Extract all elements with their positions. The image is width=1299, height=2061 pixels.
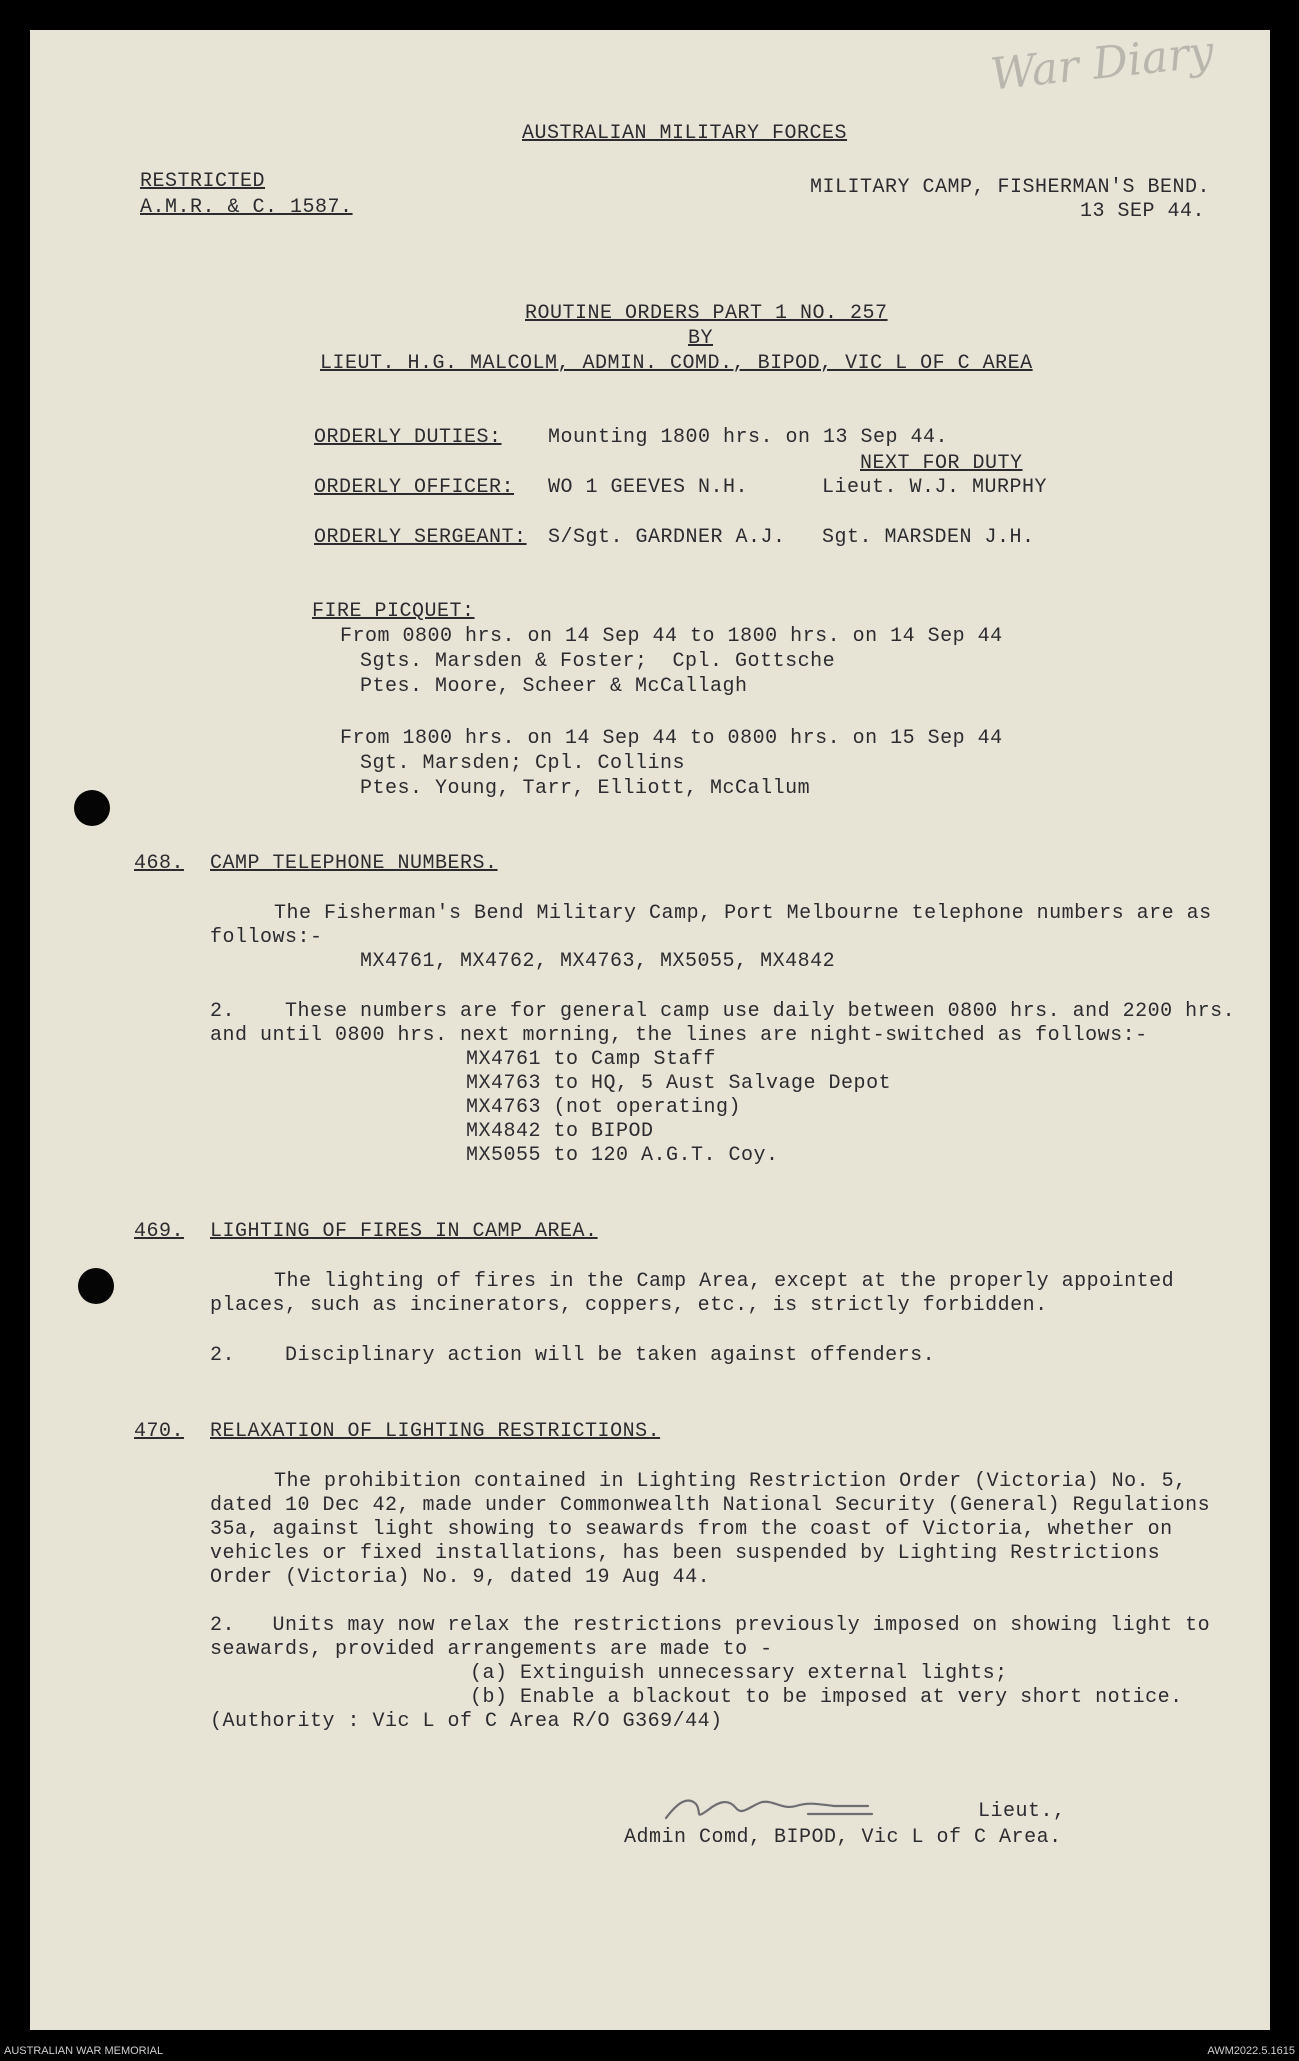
section-line: follows:-	[210, 926, 323, 949]
handwritten-signature	[658, 1782, 888, 1832]
fire-picquet-line: From 0800 hrs. on 14 Sep 44 to 1800 hrs. on 14 Sep 44	[340, 625, 1003, 648]
punch-hole	[74, 790, 110, 826]
section-line: dated 10 Dec 42, made under Commonwealth National Security (General) Regulations	[210, 1494, 1211, 1517]
document-header: AUSTRALIAN MILITARY FORCES	[522, 122, 848, 145]
signatory-appointment: Admin Comd, BIPOD, Vic L of C Area.	[624, 1826, 1062, 1849]
orderly-sergeant-label: ORDERLY SERGEANT:	[314, 526, 527, 549]
section-line: Order (Victoria) No. 9, dated 19 Aug 44.	[210, 1566, 711, 1589]
section-heading: RELAXATION OF LIGHTING RESTRICTIONS.	[210, 1420, 661, 1443]
switch-line: MX5055 to 120 A.G.T. Coy.	[466, 1144, 779, 1167]
switch-line: MX4763 (not operating)	[466, 1096, 742, 1119]
footer-institution: AUSTRALIAN WAR MEMORIAL	[4, 2045, 164, 2057]
section-line: 2. Units may now relax the restrictions previously imposed on showing light to	[210, 1614, 1211, 1637]
section-line: (a) Extinguish unnecessary external lights;	[470, 1662, 1008, 1685]
section-line: places, such as incinerators, coppers, etc., is strictly forbidden.	[210, 1294, 1048, 1317]
date: 13 SEP 44.	[1080, 200, 1206, 223]
classification: RESTRICTED	[140, 170, 266, 193]
section-heading: LIGHTING OF FIRES IN CAMP AREA.	[210, 1220, 598, 1243]
section-line: (b) Enable a blackout to be imposed at very short notice.	[470, 1686, 1183, 1709]
fire-picquet-line: Sgts. Marsden & Foster; Cpl. Gottsche	[360, 650, 836, 673]
fire-picquet-line: Sgt. Marsden; Cpl. Collins	[360, 752, 686, 775]
order-by: BY	[688, 327, 714, 350]
orderly-sergeant-current: S/Sgt. GARDNER A.J.	[548, 526, 786, 549]
section-line: 2. These numbers are for general camp use daily between 0800 hrs. and 2200 hrs.	[210, 1000, 1236, 1023]
mounting-time: Mounting 1800 hrs. on 13 Sep 44.	[548, 426, 949, 449]
switch-line: MX4761 to Camp Staff	[466, 1048, 717, 1071]
section-line: The prohibition contained in Lighting Restriction Order (Victoria) No. 5,	[274, 1470, 1187, 1493]
fire-picquet-line: Ptes. Young, Tarr, Elliott, McCallum	[360, 777, 811, 800]
orderly-officer-next: Lieut. W.J. MURPHY	[822, 476, 1048, 499]
section-line: and until 0800 hrs. next morning, the lines are night-switched as follows:-	[210, 1024, 1148, 1047]
orderly-duties-label: ORDERLY DUTIES:	[314, 426, 502, 449]
signatory-rank: Lieut.,	[978, 1800, 1066, 1823]
authority-reference: (Authority : Vic L of C Area R/O G369/44)	[210, 1710, 723, 1733]
section-number: 468.	[134, 852, 185, 875]
section-heading: CAMP TELEPHONE NUMBERS.	[210, 852, 498, 875]
location: MILITARY CAMP, FISHERMAN'S BEND.	[810, 176, 1211, 199]
telephone-numbers: MX4761, MX4762, MX4763, MX5055, MX4842	[360, 950, 836, 973]
switch-line: MX4842 to BIPOD	[466, 1120, 654, 1143]
reference-number: A.M.R. & C. 1587.	[140, 196, 353, 219]
fire-picquet-line: From 1800 hrs. on 14 Sep 44 to 0800 hrs. on 15 Sep 44	[340, 727, 1003, 750]
section-line: 35a, against light showing to seawards from the coast of Victoria, whether on	[210, 1518, 1173, 1541]
orderly-officer-current: WO 1 GEEVES N.H.	[548, 476, 749, 499]
section-line: The Fisherman's Bend Military Camp, Port Melbourne telephone numbers are as	[274, 902, 1212, 925]
section-line: 2. Disciplinary action will be taken against offenders.	[210, 1344, 936, 1367]
fire-picquet-label: FIRE PICQUET:	[312, 600, 475, 623]
authority-line: LIEUT. H.G. MALCOLM, ADMIN. COMD., BIPOD, VIC L OF C AREA	[320, 352, 1033, 375]
orderly-sergeant-next: Sgt. MARSDEN J.H.	[822, 526, 1035, 549]
fire-picquet-line: Ptes. Moore, Scheer & McCallagh	[360, 675, 748, 698]
section-number: 470.	[134, 1420, 185, 1443]
footer-accession-number: AWM2022.5.1615	[1207, 2045, 1295, 2057]
section-line: seawards, provided arrangements are made to -	[210, 1638, 773, 1661]
next-for-duty-header: NEXT FOR DUTY	[860, 452, 1023, 475]
punch-hole	[78, 1268, 114, 1304]
switch-line: MX4763 to HQ, 5 Aust Salvage Depot	[466, 1072, 892, 1095]
section-number: 469.	[134, 1220, 185, 1243]
orderly-officer-label: ORDERLY OFFICER:	[314, 476, 515, 499]
handwritten-annotation: War Diary	[987, 26, 1217, 101]
order-title: ROUTINE ORDERS PART 1 NO. 257	[525, 302, 888, 325]
document-page	[30, 26, 1270, 2030]
section-line: The lighting of fires in the Camp Area, except at the properly appointed	[274, 1270, 1175, 1293]
section-line: vehicles or fixed installations, has been suspended by Lighting Restrictions	[210, 1542, 1161, 1565]
